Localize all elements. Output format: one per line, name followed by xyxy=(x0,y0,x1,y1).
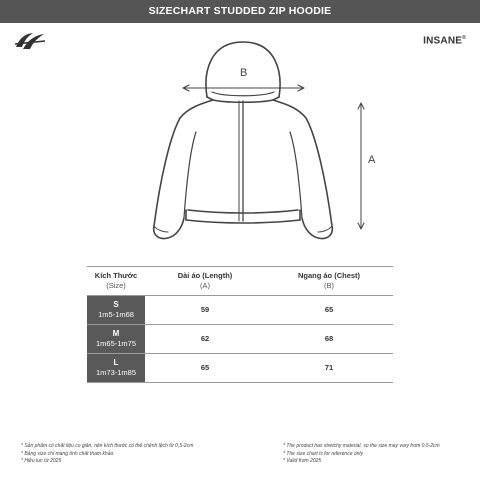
table-header-row xyxy=(87,267,393,296)
note-line: * Bảng size chỉ mang tính chất tham khảo xyxy=(21,450,114,457)
length-label: A xyxy=(368,154,376,166)
width-label: B xyxy=(240,67,248,79)
notes-english xyxy=(283,443,440,466)
note-line: * Valid from 2025 xyxy=(283,458,322,464)
note-line: * The size chart is for reference only xyxy=(283,450,364,457)
size-table xyxy=(87,266,393,383)
table-row xyxy=(87,354,393,383)
chest-cell: 71 xyxy=(265,354,393,383)
brand-name: INSANE® xyxy=(423,35,466,47)
size-cell: M 1m65-1m75 xyxy=(87,325,145,354)
note-line: * Hiệu lực từ 2025 xyxy=(21,458,62,464)
table-row xyxy=(87,325,393,354)
length-cell: 62 xyxy=(145,325,265,354)
size-cell: S 1m5-1m68 xyxy=(87,296,145,325)
header-length: Dài áo (Length) (A) xyxy=(145,267,265,296)
note-line: * Sản phẩm có chất liệu co giãn, nên kích thước có thể chênh lệch từ 0,5-2cm xyxy=(21,443,194,449)
chest-cell: 68 xyxy=(265,325,393,354)
header-size: Kích Thước (Size) xyxy=(87,267,145,296)
header-chest: Ngang áo (Chest) (B) xyxy=(265,267,393,296)
length-cell: 65 xyxy=(145,354,265,383)
note-line: * The product has stretchy material, so the size may vary from 0.5-2cm xyxy=(283,443,440,449)
page-title: SIZECHART STUDDED ZIP HOODIE xyxy=(148,5,332,17)
length-cell: 59 xyxy=(145,296,265,325)
chest-cell: 65 xyxy=(265,296,393,325)
size-cell: L 1m73-1m85 xyxy=(87,354,145,383)
notes-vietnamese xyxy=(21,443,193,466)
table-row xyxy=(87,296,393,325)
